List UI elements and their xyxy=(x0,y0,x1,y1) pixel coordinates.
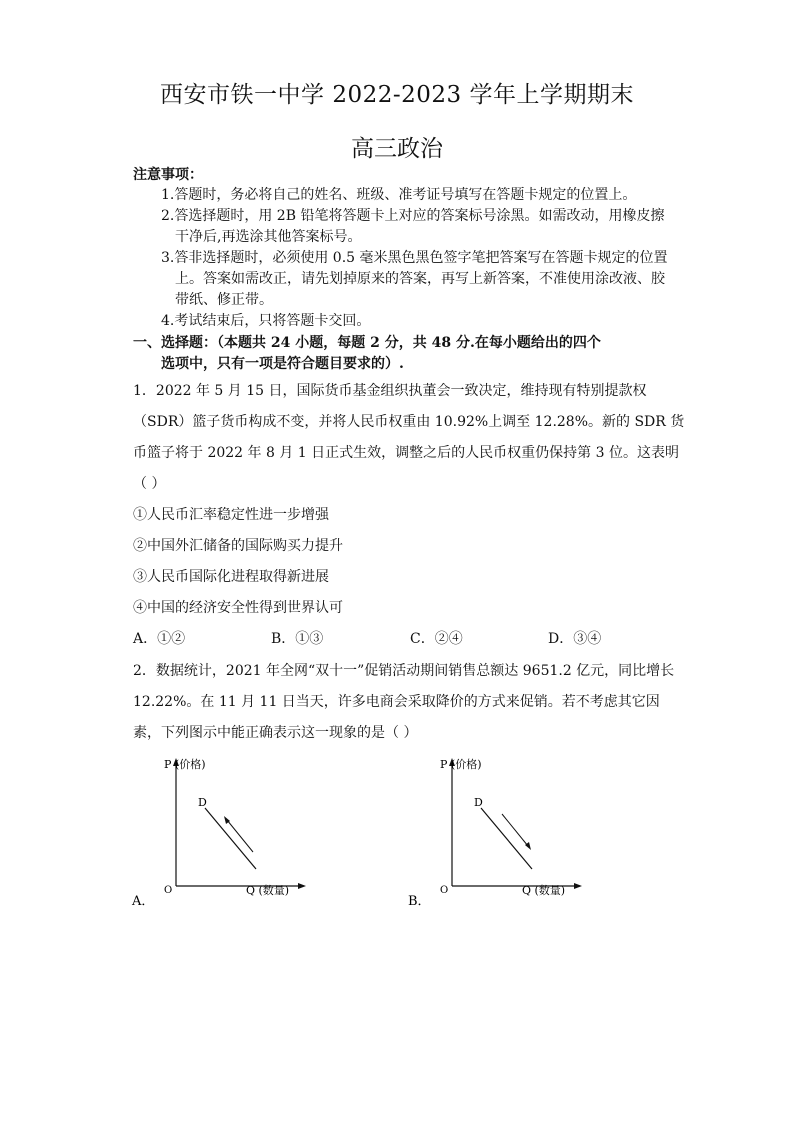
notice-line: 上。答案如需改正，请先划掉原来的答案，再写上新答案，不准使用涂改液、胶 xyxy=(175,271,665,287)
chart-b-demand-curve xyxy=(481,808,532,869)
question-1-blank: （ ） xyxy=(133,476,166,492)
page-subtitle: 高三政治 xyxy=(351,136,443,162)
question-1-text: 币篮子将于 2022 年 8 月 1 日正式生效，调整之后的人民币权重仍保持第 3 位。这表明 xyxy=(133,445,679,461)
chart-a-origin: O xyxy=(164,885,173,896)
chart-a-x-label: Q (数量) xyxy=(246,884,290,897)
question-1-item: ③人民币国际化进程取得新进展 xyxy=(133,569,329,585)
notice-line: 2.答选择题时，用 2B 铅笔将答题卡上对应的答案标号涂黑。如需改动，用橡皮擦 xyxy=(161,208,665,224)
notice-line: 3.答非选择题时，必须使用 0.5 毫米黑色黑色签字笔把答案写在答题卡规定的位置 xyxy=(161,250,668,266)
chart-b-x-arrow xyxy=(574,883,582,889)
notice-line: 4.考试结束后，只将答题卡交回。 xyxy=(161,313,371,329)
chart-a-movement-arrow xyxy=(227,820,253,852)
question-1-item: ①人民币汇率稳定性进一步增强 xyxy=(133,507,329,523)
question-1-text: （SDR）篮子货币构成不变，并将人民币权重由 10.92%上调至 12.28%。新的 SDR 货 xyxy=(133,414,685,430)
notice-heading: 注意事项： xyxy=(133,167,203,183)
question-1-item: ②中国外汇储备的国际购买力提升 xyxy=(133,538,343,554)
notice-line: 1.答题时，务必将自己的姓名、班级、准考证号填写在答题卡规定的位置上。 xyxy=(161,187,637,203)
chart-a-option: A． xyxy=(132,894,155,909)
option-b: B．①③ xyxy=(271,631,324,647)
chart-b-y-label: P (价格) xyxy=(440,758,482,771)
chart-b-origin: O xyxy=(440,885,449,896)
option-c: C．②④ xyxy=(410,631,463,647)
question-1-text: 1．2022 年 5 月 15 日，国际货币基金组织执董会一致决定，维持现有特别提款权 xyxy=(133,383,647,399)
question-2-text: 素，下列图示中能正确表示这一现象的是（ ） xyxy=(133,725,418,741)
question-2-text: 12.22%。在 11 月 11 日当天，许多电商会采取降价的方式来促销。若不考虑其它因 xyxy=(133,694,660,710)
section-heading-cont: 选项中，只有一项是符合题目要求的）. xyxy=(161,356,404,372)
chart-b-option: B． xyxy=(408,894,431,909)
page-title: 西安市铁一中学 2022-2023 学年上学期期末 xyxy=(160,82,634,108)
chart-a-curve-label: D xyxy=(198,796,207,809)
option-a: A．①② xyxy=(133,631,186,647)
question-2-text: 2．数据统计，2021 年全网“双十一”促销活动期间销售总额达 9651.2 亿元，同比增长 xyxy=(133,663,675,679)
chart-a-x-arrow xyxy=(298,883,306,889)
chart-b-curve-label: D xyxy=(474,796,483,809)
chart-a-y-label: P (价格) xyxy=(164,758,206,771)
question-1-item: ④中国的经济安全性得到世界认可 xyxy=(133,600,343,616)
chart-a-demand-curve xyxy=(205,808,256,869)
notice-line: 干净后,再选涂其他答案标号。 xyxy=(175,229,362,245)
chart-a xyxy=(130,752,310,912)
chart-b-x-label: Q (数量) xyxy=(522,884,566,897)
notice-line: 带纸、修正带。 xyxy=(175,292,273,308)
chart-b-movement-arrow xyxy=(502,814,528,846)
chart-b xyxy=(406,752,586,912)
option-d: D．③④ xyxy=(548,631,602,647)
section-heading: 一、选择题：（本题共 24 小题，每题 2 分，共 48 分.在每小题给出的四个 xyxy=(133,335,601,351)
